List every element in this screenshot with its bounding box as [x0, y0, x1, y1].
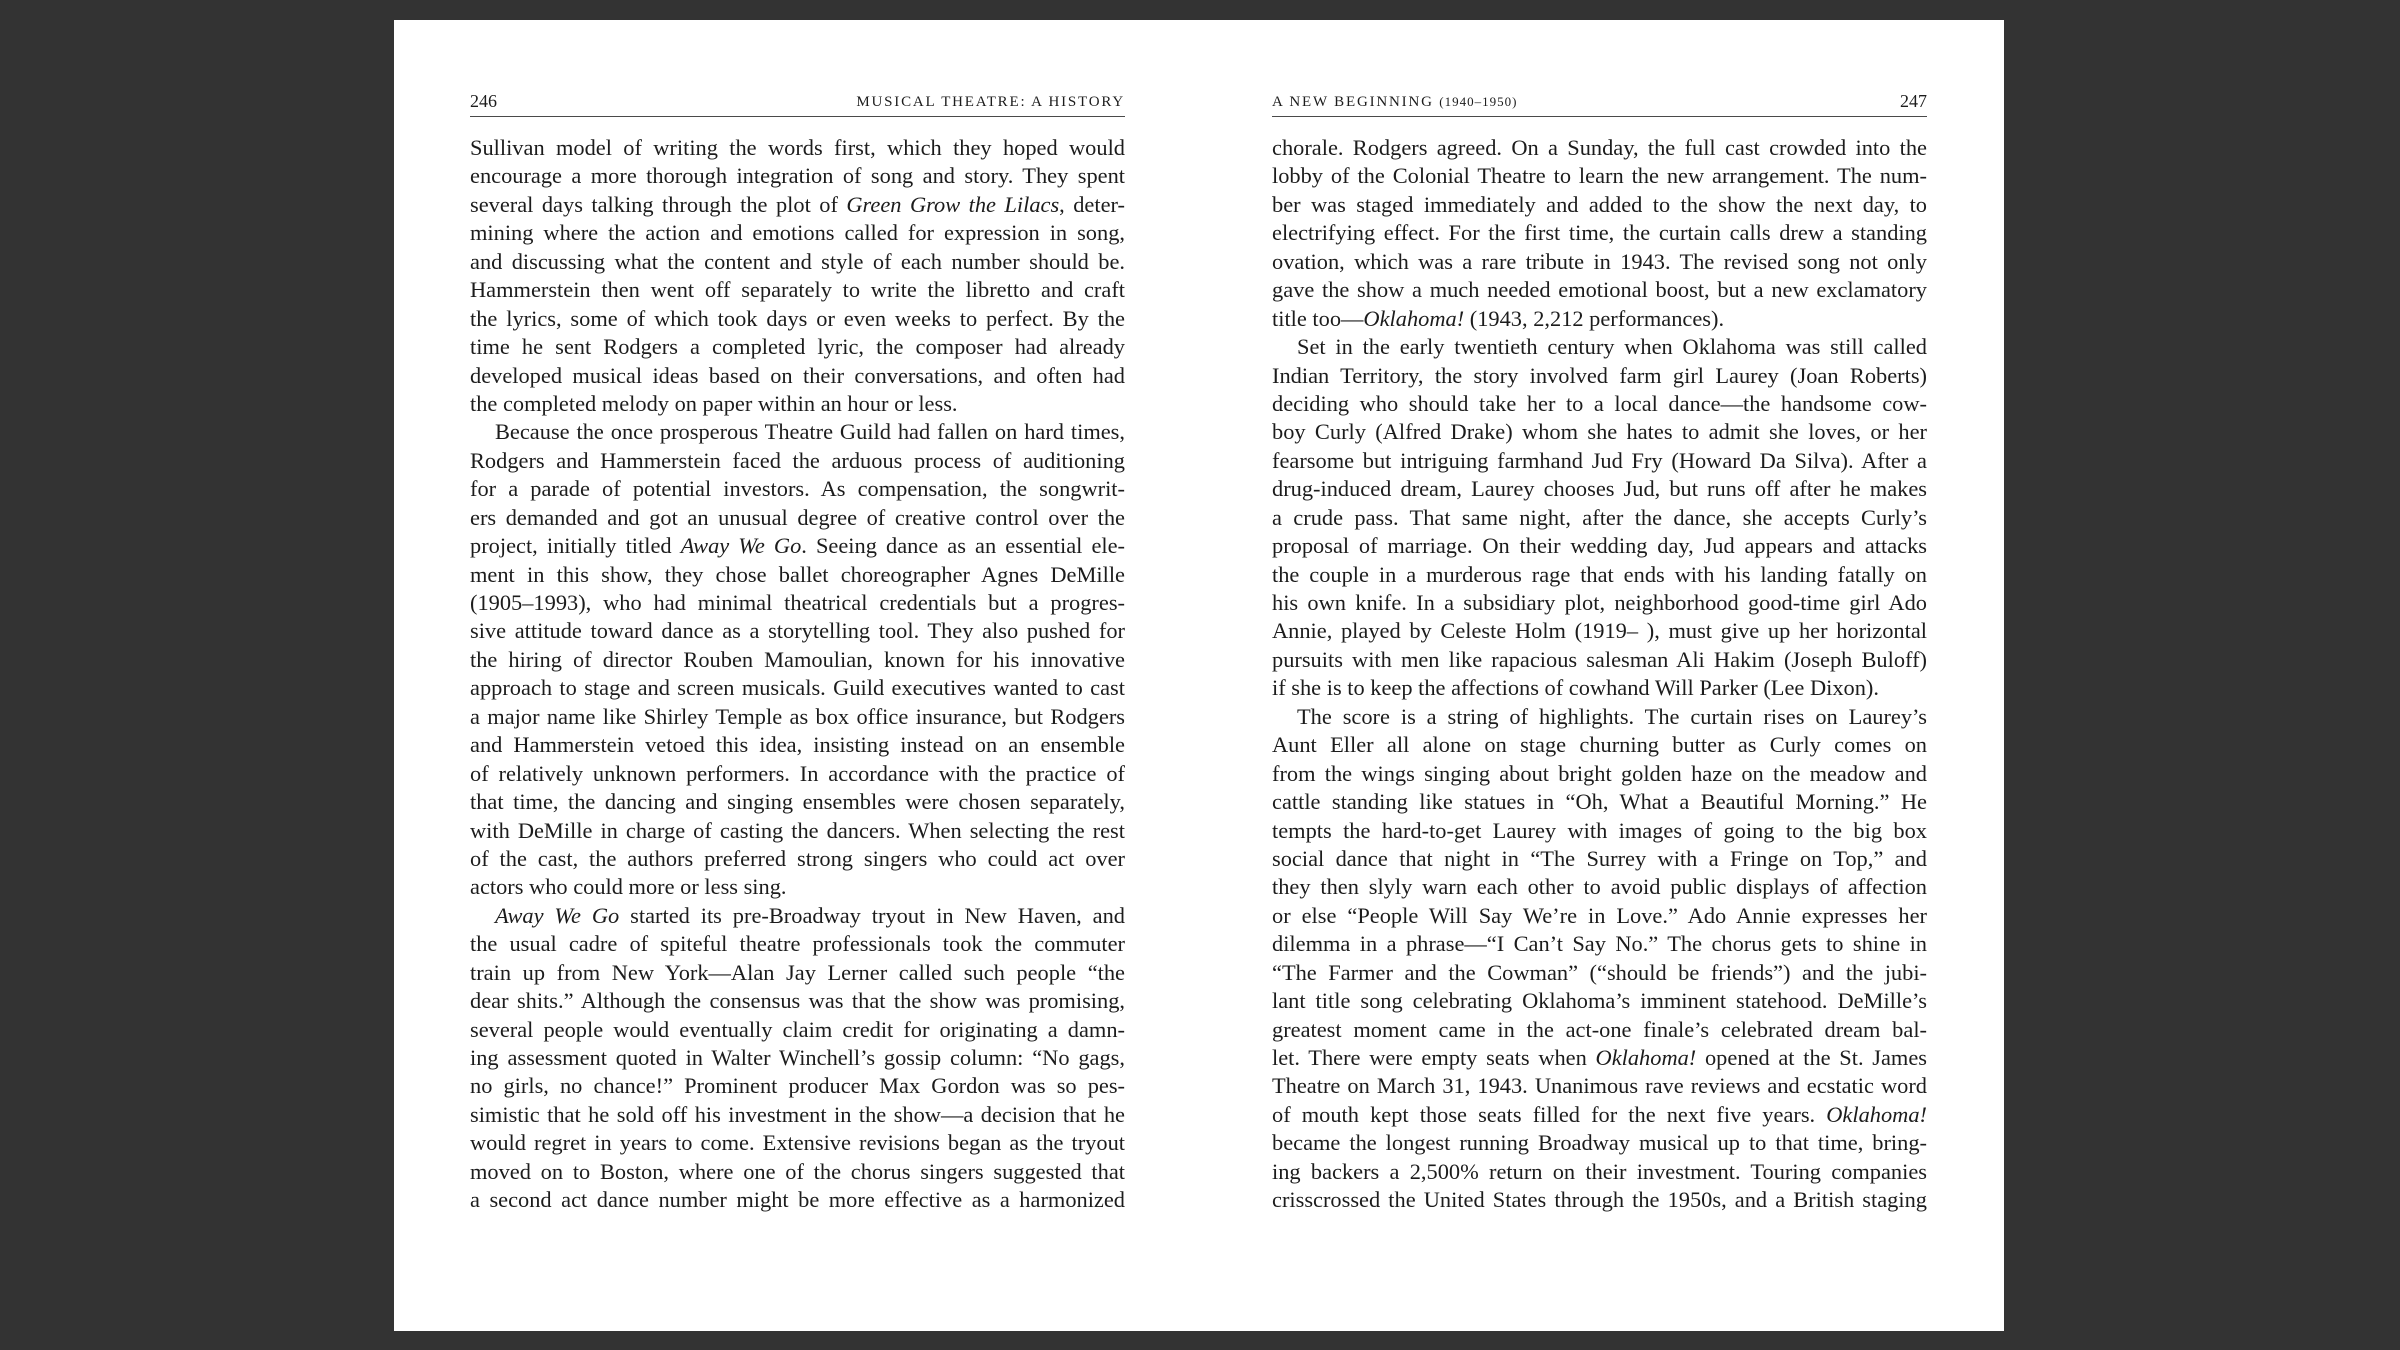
- text-line: (1905–1993), who had minimal theatrical credentials but a progres-: [470, 590, 1125, 615]
- text-line: dilemma in a phrase—“I Can’t Say No.” The chorus gets to shine in: [1272, 931, 1927, 957]
- text-line: encourage a more thorough integration of song and story. They spent: [470, 163, 1125, 189]
- text-line: Indian Territory, the story involved farm girl Laurey (Joan Roberts): [1272, 362, 1927, 388]
- italic-title: Away We Go: [680, 533, 802, 559]
- text-line: they then slyly warn each other to avoid public displays of affection: [1272, 874, 1927, 900]
- text-line: would regret in years to come. Extensive revisions began as the tryout: [470, 1130, 1125, 1156]
- text-line: of the cast, the authors preferred strong singers who could act over: [470, 845, 1125, 871]
- text-line: social dance that night in “The Surrey with a Fringe on Top,” and: [1272, 845, 1927, 871]
- text-line: became the longest running Broadway musical up to that time, bring-: [1272, 1130, 1927, 1156]
- text-line: pursuits with men like rapacious salesman Ali Hakim (Joseph Buloff): [1272, 646, 1927, 672]
- text-line: several people would eventually claim credit for originating a damn-: [470, 1016, 1125, 1042]
- text-line: approach to stage and screen musicals. Guild executives wanted to cast: [470, 675, 1125, 701]
- text-run: , deter-: [1059, 191, 1125, 217]
- text-line: if she is to keep the affections of cowhand Will Parker (Lee Dixon).: [1272, 675, 1879, 701]
- text-line: greatest moment came in the act-one finale’s celebrated dream bal-: [1272, 1016, 1927, 1042]
- text-line: [470, 532, 1125, 560]
- text-line: lobby of the Colonial Theatre to learn the new arrangement. The num-: [1272, 163, 1927, 189]
- text-line: the usual cadre of spiteful theatre professionals took the commuter: [470, 931, 1125, 957]
- text-line: a crude pass. That same night, after the dance, she accepts Curly’s: [1272, 504, 1927, 530]
- text-line: time he sent Rodgers a completed lyric, the composer had already: [470, 334, 1125, 360]
- text-run: several days talking through the plot of: [470, 191, 847, 217]
- text-line: Annie, played by Celeste Holm (1919– ), must give up her horizontal: [1272, 618, 1927, 644]
- italic-title: Oklahoma!: [1826, 1101, 1927, 1127]
- text-line: the hiring of director Rouben Mamoulian, known for his innovative: [470, 646, 1125, 672]
- italic-title: Green Grow the Lilacs: [846, 191, 1060, 217]
- text-line: Because the once prosperous Theatre Guild had fallen on hard times,: [495, 419, 1125, 445]
- text-line: the couple in a murderous rage that ends with his landing fatally on: [1272, 561, 1927, 587]
- text-line: gave the show a much needed emotional boost, but a new exclamatory: [1272, 277, 1927, 303]
- text-line: “The Farmer and the Cowman” (“should be friends”) and the jubi-: [1272, 959, 1927, 985]
- text-run: (1943, 2,212 performances).: [1464, 305, 1725, 331]
- text-line: [470, 191, 1125, 219]
- text-line: [1272, 1044, 1927, 1072]
- text-run: project, initially titled: [470, 533, 681, 559]
- text-line: sive attitude toward dance as a storytelling tool. They also pushed for: [470, 618, 1125, 644]
- text-line: [1272, 305, 1927, 333]
- text-line: [470, 902, 1125, 930]
- text-line: the completed melody on paper within an hour or less.: [470, 390, 958, 416]
- text-run: started its pre-Broadway tryout in New Haven, and: [619, 902, 1125, 928]
- book-title-header: MUSICAL THEATRE: A HISTORY: [856, 94, 1125, 110]
- text-line: from the wings singing about bright golden haze on the meadow and: [1272, 760, 1927, 786]
- text-line: a major name like Shirley Temple as box office insurance, but Rodgers: [470, 703, 1125, 729]
- text-line: proposal of marriage. On their wedding day, Jud appears and attacks: [1272, 533, 1927, 559]
- text-line: no girls, no chance!” Prominent producer Max Gordon was so pes-: [470, 1073, 1125, 1099]
- text-line: cattle standing like statues in “Oh, What a Beautiful Morning.” He: [1272, 789, 1927, 815]
- text-line: dear shits.” Although the consensus was that the show was promising,: [470, 988, 1125, 1014]
- text-line: developed musical ideas based on their conversations, and often had: [470, 362, 1125, 388]
- text-line: moved on to Boston, where one of the chorus singers suggested that: [470, 1158, 1125, 1184]
- text-line: Aunt Eller all alone on stage churning butter as Curly comes on: [1272, 732, 1927, 758]
- text-line: deciding who should take her to a local dance—the handsome cow-: [1272, 390, 1927, 416]
- text-line: The score is a string of highlights. The curtain rises on Laurey’s: [1297, 703, 1927, 729]
- text-line: ing assessment quoted in Walter Winchell’s gossip column: “No gags,: [470, 1045, 1125, 1070]
- text-line: train up from New York—Alan Jay Lerner called such people “the: [470, 959, 1125, 985]
- text-line: tempts the hard-to-get Laurey with images of going to the big box: [1272, 817, 1927, 843]
- text-line: or else “People Will Say We’re in Love.” Ado Annie expresses her: [1272, 902, 1927, 928]
- italic-title: Oklahoma!: [1595, 1045, 1697, 1070]
- text-line: ers demanded and got an unusual degree of creative control over the: [470, 504, 1125, 530]
- text-line: chorale. Rodgers agreed. On a Sunday, the full cast crowded into the: [1272, 135, 1927, 160]
- left-running-head: [470, 90, 1125, 117]
- text-line: simistic that he sold off his investment in the show—a decision that he: [470, 1101, 1125, 1127]
- text-line: ment in this show, they chose ballet choreographer Agnes DeMille: [470, 561, 1125, 587]
- left-page-number: 246: [470, 91, 497, 111]
- text-line: and discussing what the content and style of each number should be.: [470, 248, 1125, 274]
- chapter-title-header: [1272, 91, 1517, 113]
- right-running-head: [1272, 90, 1927, 117]
- text-line: Set in the early twentieth century when Oklahoma was still called: [1297, 334, 1927, 360]
- text-line: ing backers a 2,500% return on their investment. Touring companies: [1272, 1158, 1927, 1184]
- right-page-number: 247: [1900, 91, 1927, 111]
- text-line: for a parade of potential investors. As compensation, the songwrit-: [470, 476, 1125, 502]
- text-run: opened at the St. James: [1696, 1045, 1927, 1070]
- text-line: of relatively unknown performers. In accordance with the practice of: [470, 760, 1125, 786]
- text-run: let. There were empty seats when: [1272, 1045, 1596, 1070]
- text-line: and Hammerstein vetoed this idea, insisting instead on an ensemble: [470, 732, 1125, 758]
- text-line: lant title song celebrating Oklahoma’s imminent statehood. DeMille’s: [1272, 988, 1927, 1014]
- italic-title: Oklahoma!: [1363, 305, 1465, 331]
- italic-title: Away We Go: [495, 902, 620, 928]
- right-body-text: [1272, 134, 1927, 1215]
- text-run: of mouth kept those seats filled for the next five years.: [1272, 1101, 1827, 1127]
- text-run: . Seeing dance as an essential ele-: [801, 533, 1125, 559]
- text-line: electrifying effect. For the first time, the curtain calls drew a standing: [1272, 220, 1927, 246]
- text-line: mining where the action and emotions called for expression in song,: [470, 220, 1125, 246]
- text-run: title too—: [1272, 305, 1364, 331]
- text-line: Theatre on March 31, 1943. Unanimous rave reviews and ecstatic word: [1272, 1073, 1927, 1099]
- left-body-text: [470, 134, 1125, 1215]
- text-line: with DeMille in charge of casting the dancers. When selecting the rest: [470, 817, 1125, 843]
- book-spread: [394, 20, 2004, 1331]
- text-line: drug-induced dream, Laurey chooses Jud, but runs off after he makes: [1272, 476, 1927, 502]
- text-line: fearsome but intriguing farmhand Jud Fry (Howard Da Silva). After a: [1272, 447, 1927, 473]
- text-line: actors who could more or less sing.: [470, 874, 787, 900]
- text-line: Hammerstein then went off separately to write the libretto and craft: [470, 277, 1125, 303]
- text-line: Sullivan model of writing the words first, which they hoped would: [470, 135, 1125, 160]
- text-line: boy Curly (Alfred Drake) whom she hates to admit she loves, or her: [1272, 419, 1927, 445]
- text-line: ovation, which was a rare tribute in 1943. The revised song not only: [1272, 248, 1927, 274]
- text-line: Rodgers and Hammerstein faced the arduous process of auditioning: [470, 447, 1125, 473]
- text-line: a second act dance number might be more effective as a harmonized: [470, 1187, 1125, 1213]
- text-line: [1272, 1101, 1927, 1129]
- text-line: that time, the dancing and singing ensembles were chosen separately,: [470, 789, 1125, 815]
- text-line: ber was staged immediately and added to the show the next day, to: [1272, 191, 1927, 217]
- text-line: crisscrossed the United States through the 1950s, and a British staging: [1272, 1187, 1927, 1213]
- text-line: the lyrics, some of which took days or even weeks to perfect. By the: [470, 305, 1125, 331]
- chapter-dates: (1940–1950): [1439, 94, 1518, 109]
- text-line: his own knife. In a subsidiary plot, neighborhood good-time girl Ado: [1272, 590, 1927, 615]
- chapter-title: A NEW BEGINNING: [1272, 94, 1434, 110]
